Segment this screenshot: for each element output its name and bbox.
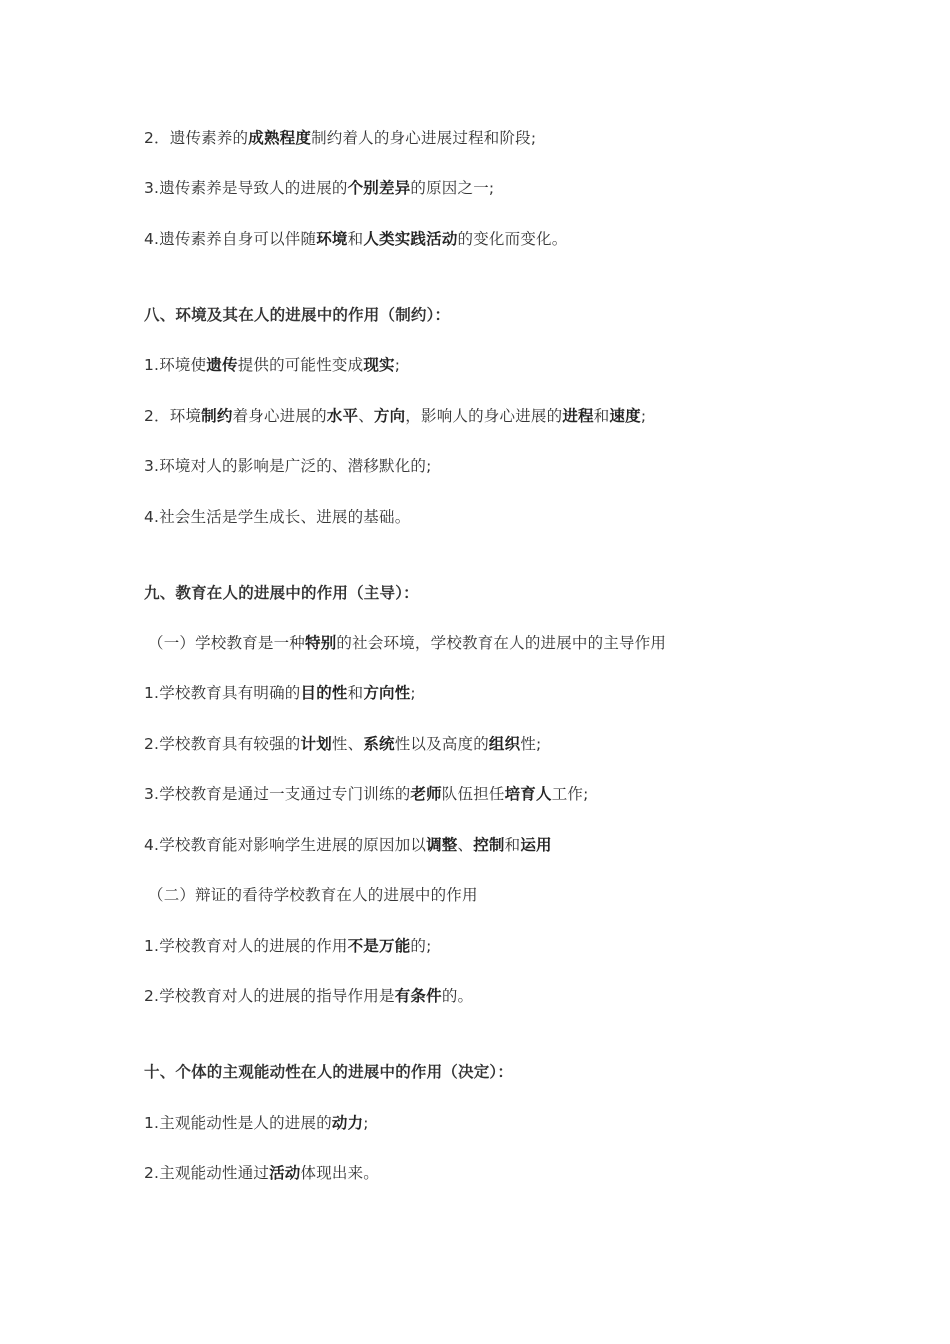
text-segment: 1.环境使	[144, 356, 207, 374]
text-segment: 和	[504, 836, 521, 854]
bold-term: 计划	[300, 735, 332, 753]
paragraph-line	[144, 935, 864, 957]
bold-term: 目的性	[300, 684, 348, 702]
text-segment: 4.学校教育能对影响学生进展的原因加以	[144, 836, 427, 854]
text-segment: 1.学校教育具有明确的	[144, 684, 301, 702]
paragraph-line	[144, 228, 864, 250]
paragraph-line	[144, 455, 864, 477]
text-segment: 2.学校教育具有较强的	[144, 735, 301, 753]
text-segment: 的社会环境，学校教育在人的进展中的主导作用	[336, 634, 667, 652]
bold-term: 控制	[473, 836, 505, 854]
section-heading	[144, 304, 864, 326]
bold-term: 运用	[520, 836, 552, 854]
text-segment: 的变化而变化。	[457, 230, 568, 248]
text-segment: 和	[347, 230, 364, 248]
bold-term: 成熟程度	[248, 129, 312, 147]
text-segment: 工作;	[551, 785, 589, 803]
text-segment: ;	[394, 356, 401, 374]
text-segment: 性、	[331, 735, 364, 753]
bold-term: 不是万能	[347, 937, 411, 955]
text-segment: 3.环境对人的影响是广泛的、潜移默化的;	[144, 457, 432, 475]
text-segment: （一）学校教育是一种	[148, 634, 306, 652]
bold-term: 调整	[426, 836, 458, 854]
text-segment: 队伍担任	[441, 785, 505, 803]
bold-term: 遗传	[206, 356, 238, 374]
text-segment: 、	[358, 407, 374, 425]
text-segment: （二）辩证的看待学校教育在人的进展中的作用	[148, 886, 478, 904]
text-segment: ;	[410, 684, 416, 702]
bold-term: 组织	[488, 735, 521, 753]
text-segment: 2．环境	[144, 407, 202, 425]
text-segment: 1.学校教育对人的进展的作用	[144, 937, 348, 955]
paragraph-line	[144, 834, 864, 856]
text-segment: 4.遗传素养自身可以伴随	[144, 230, 317, 248]
text-segment: 、	[457, 836, 474, 854]
paragraph-line	[144, 1162, 864, 1184]
bold-term: 环境	[316, 230, 348, 248]
bold-term: 方向	[373, 407, 406, 425]
text-segment: ，影响人的身心进展的	[405, 407, 563, 425]
bold-term: 有条件	[394, 987, 442, 1005]
bold-term: 速度	[609, 407, 641, 425]
bold-term: 动力	[331, 1114, 364, 1132]
bold-term: 人类实践活动	[363, 230, 458, 248]
text-segment: 九、教育在人的进展中的作用（主导）：	[144, 584, 419, 602]
text-segment: 性以及高度的	[394, 735, 489, 753]
paragraph-line	[144, 354, 864, 376]
paragraph-line	[144, 177, 864, 199]
bold-term: 水平	[326, 407, 359, 425]
text-segment: 和	[347, 684, 364, 702]
paragraph-line	[144, 1112, 864, 1134]
text-segment: 的。	[441, 987, 474, 1005]
bold-term: 制约	[201, 407, 233, 425]
text-segment: 4.社会生活是学生成长、进展的基础。	[144, 508, 411, 526]
text-segment: 1.主观能动性是人的进展的	[144, 1114, 332, 1132]
text-segment: ;	[363, 1114, 369, 1132]
text-segment: 和	[593, 407, 610, 425]
paragraph-line	[144, 127, 864, 149]
bold-term: 现实	[363, 356, 395, 374]
text-segment: 2．遗传素养的	[144, 129, 249, 147]
text-segment: 2.主观能动性通过	[144, 1164, 270, 1182]
bold-term: 系统	[363, 735, 395, 753]
text-segment: 着身心进展的	[232, 407, 327, 425]
bold-term: 个别差异	[347, 179, 411, 197]
bold-term: 老师	[410, 785, 442, 803]
paragraph-line	[144, 506, 864, 528]
section-heading	[144, 582, 864, 604]
text-segment: 3.学校教育是通过一支通过专门训练的	[144, 785, 411, 803]
text-segment: 八、环境及其在人的进展中的作用（制约）：	[144, 306, 451, 324]
subsection-line	[148, 884, 868, 906]
text-segment: 2.学校教育对人的进展的指导作用是	[144, 987, 395, 1005]
text-segment: 3.遗传素养是导致人的进展的	[144, 179, 348, 197]
bold-term: 培育人	[504, 785, 552, 803]
text-segment: 的;	[410, 937, 432, 955]
text-segment: 性;	[520, 735, 542, 753]
text-segment: 提供的可能性变成	[237, 356, 364, 374]
subsection-line	[148, 632, 868, 654]
section-heading	[144, 1061, 864, 1083]
bold-term: 活动	[269, 1164, 301, 1182]
text-segment: ;	[640, 407, 647, 425]
text-segment: 十、个体的主观能动性在人的进展中的作用（决定）：	[144, 1063, 514, 1081]
paragraph-line	[144, 682, 864, 704]
text-segment: 制约着人的身心进展过程和阶段;	[311, 129, 537, 147]
paragraph-line	[144, 985, 864, 1007]
paragraph-line	[144, 733, 864, 755]
paragraph-line	[144, 783, 864, 805]
text-segment: 的原因之一;	[410, 179, 495, 197]
bold-term: 进程	[562, 407, 594, 425]
bold-term: 特别	[305, 634, 337, 652]
paragraph-line	[144, 405, 864, 427]
bold-term: 方向性	[363, 684, 411, 702]
text-segment: 体现出来。	[300, 1164, 380, 1182]
